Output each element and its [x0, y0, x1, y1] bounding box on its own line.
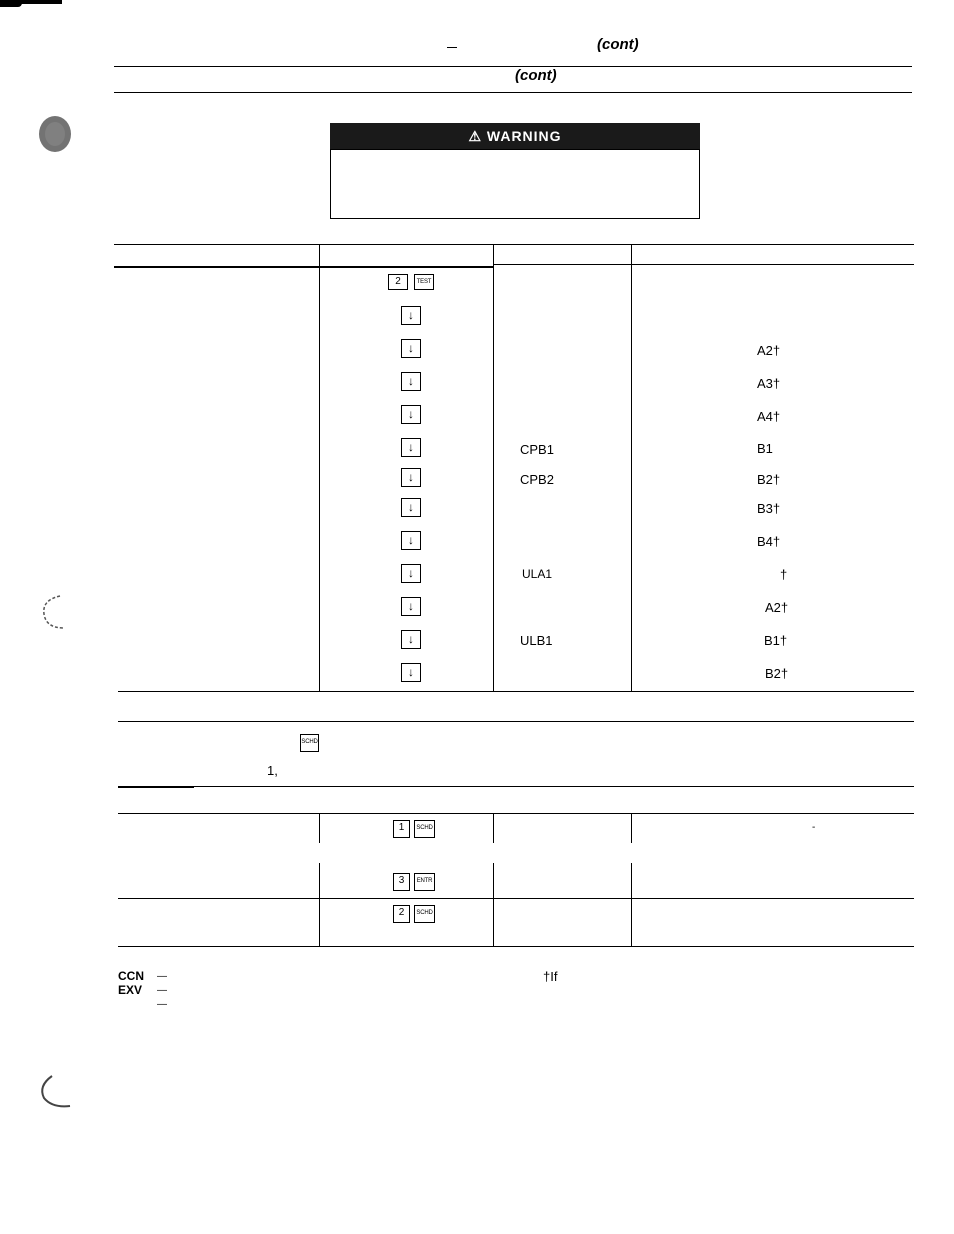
warning-label: WARNING: [486, 128, 562, 144]
table2-col-divider-1a: [319, 813, 320, 843]
down-arrow-key[interactable]: ↓: [401, 663, 421, 682]
table1-rule-head: [114, 266, 494, 268]
col3-ulb1: ULB1: [520, 633, 553, 648]
col3-cpb1: CPB1: [520, 442, 554, 457]
header-rule-top: [114, 66, 912, 67]
table2-col-divider-2b: [493, 863, 494, 947]
key-entr[interactable]: ENTR: [414, 873, 435, 891]
warning-body: [330, 149, 700, 219]
down-arrow-key[interactable]: ↓: [401, 339, 421, 358]
table1-rule-bottom: [118, 691, 914, 692]
footnote-dash-3: —: [157, 999, 167, 1010]
down-arrow-key[interactable]: ↓: [401, 372, 421, 391]
down-arrow-key[interactable]: ↓: [401, 306, 421, 325]
table1-rule-head-right: [494, 264, 914, 265]
col4-b3: B3†: [757, 501, 781, 516]
key-schd[interactable]: SCHD: [414, 820, 435, 838]
down-arrow-key[interactable]: ↓: [401, 468, 421, 487]
section2-rule-top: [118, 721, 914, 722]
col4-a4: A4†: [757, 409, 781, 424]
table2-rule-mid: [118, 898, 914, 899]
key-3[interactable]: 3: [393, 873, 410, 891]
col4-b4: B4†: [757, 534, 781, 549]
table1-col-divider-2: [493, 244, 494, 692]
corner-blob: [0, 0, 22, 7]
header-cont: (cont): [597, 36, 639, 53]
col4-a2b: A2†: [765, 600, 789, 615]
footnote-dash-1: —: [157, 971, 167, 982]
table2-rule-top: [118, 813, 914, 814]
col4-dagger: †: [780, 567, 788, 582]
key-1[interactable]: 1: [393, 820, 410, 838]
col4-b1: B1: [757, 441, 773, 456]
table1-rule-top: [114, 244, 914, 245]
subheader-cont: (cont): [515, 67, 557, 84]
table2-col-divider-3b: [631, 863, 632, 947]
down-arrow-key[interactable]: ↓: [401, 531, 421, 550]
col4-b2: B2†: [757, 472, 781, 487]
down-arrow-key[interactable]: ↓: [401, 405, 421, 424]
col4-b1b: B1†: [764, 633, 788, 648]
section2-one: 1,: [267, 763, 278, 778]
warning-icon: ⚠: [468, 128, 482, 144]
footnote-exv: EXV: [118, 983, 143, 997]
sched-key[interactable]: SCHD: [300, 734, 319, 752]
table2-col-divider-1b: [319, 863, 320, 947]
footnote-dash-2: —: [157, 985, 167, 996]
header-dash: —: [447, 42, 457, 53]
key-2b[interactable]: 2: [393, 905, 410, 923]
table1-col-divider-1: [319, 244, 320, 692]
footnote-ccn: CCN: [118, 969, 144, 983]
binder-hole-1: [30, 112, 80, 158]
down-arrow-key[interactable]: ↓: [401, 564, 421, 583]
key-test[interactable]: TEST: [414, 274, 434, 290]
down-arrow-key[interactable]: ↓: [401, 597, 421, 616]
key-schd-2[interactable]: SCHD: [414, 905, 435, 923]
footnote-dagger-if: †If: [543, 969, 558, 984]
col4-a2: A2†: [757, 343, 781, 358]
table1-col-divider-3: [631, 244, 632, 692]
section2-rule-short-thick: [118, 786, 194, 788]
down-arrow-key[interactable]: ↓: [401, 438, 421, 457]
down-arrow-key[interactable]: ↓: [401, 498, 421, 517]
col3-ula1: ULA1: [522, 567, 553, 581]
down-arrow-key[interactable]: ↓: [401, 630, 421, 649]
header-rule-bottom: [114, 92, 912, 93]
warning-header: [330, 123, 700, 150]
col3-cpb2: CPB2: [520, 472, 554, 487]
binder-hole-2: [32, 590, 76, 634]
table2-dot: -: [812, 822, 816, 833]
table2-col-divider-2a: [493, 813, 494, 843]
col4-b2b: B2†: [765, 666, 789, 681]
col4-a3: A3†: [757, 376, 781, 391]
table2-rule-bottom: [118, 946, 914, 947]
section2-rule: [194, 786, 914, 787]
binder-hole-3: [30, 1072, 76, 1112]
table2-col-divider-3a: [631, 813, 632, 843]
key-2[interactable]: 2: [388, 274, 408, 290]
